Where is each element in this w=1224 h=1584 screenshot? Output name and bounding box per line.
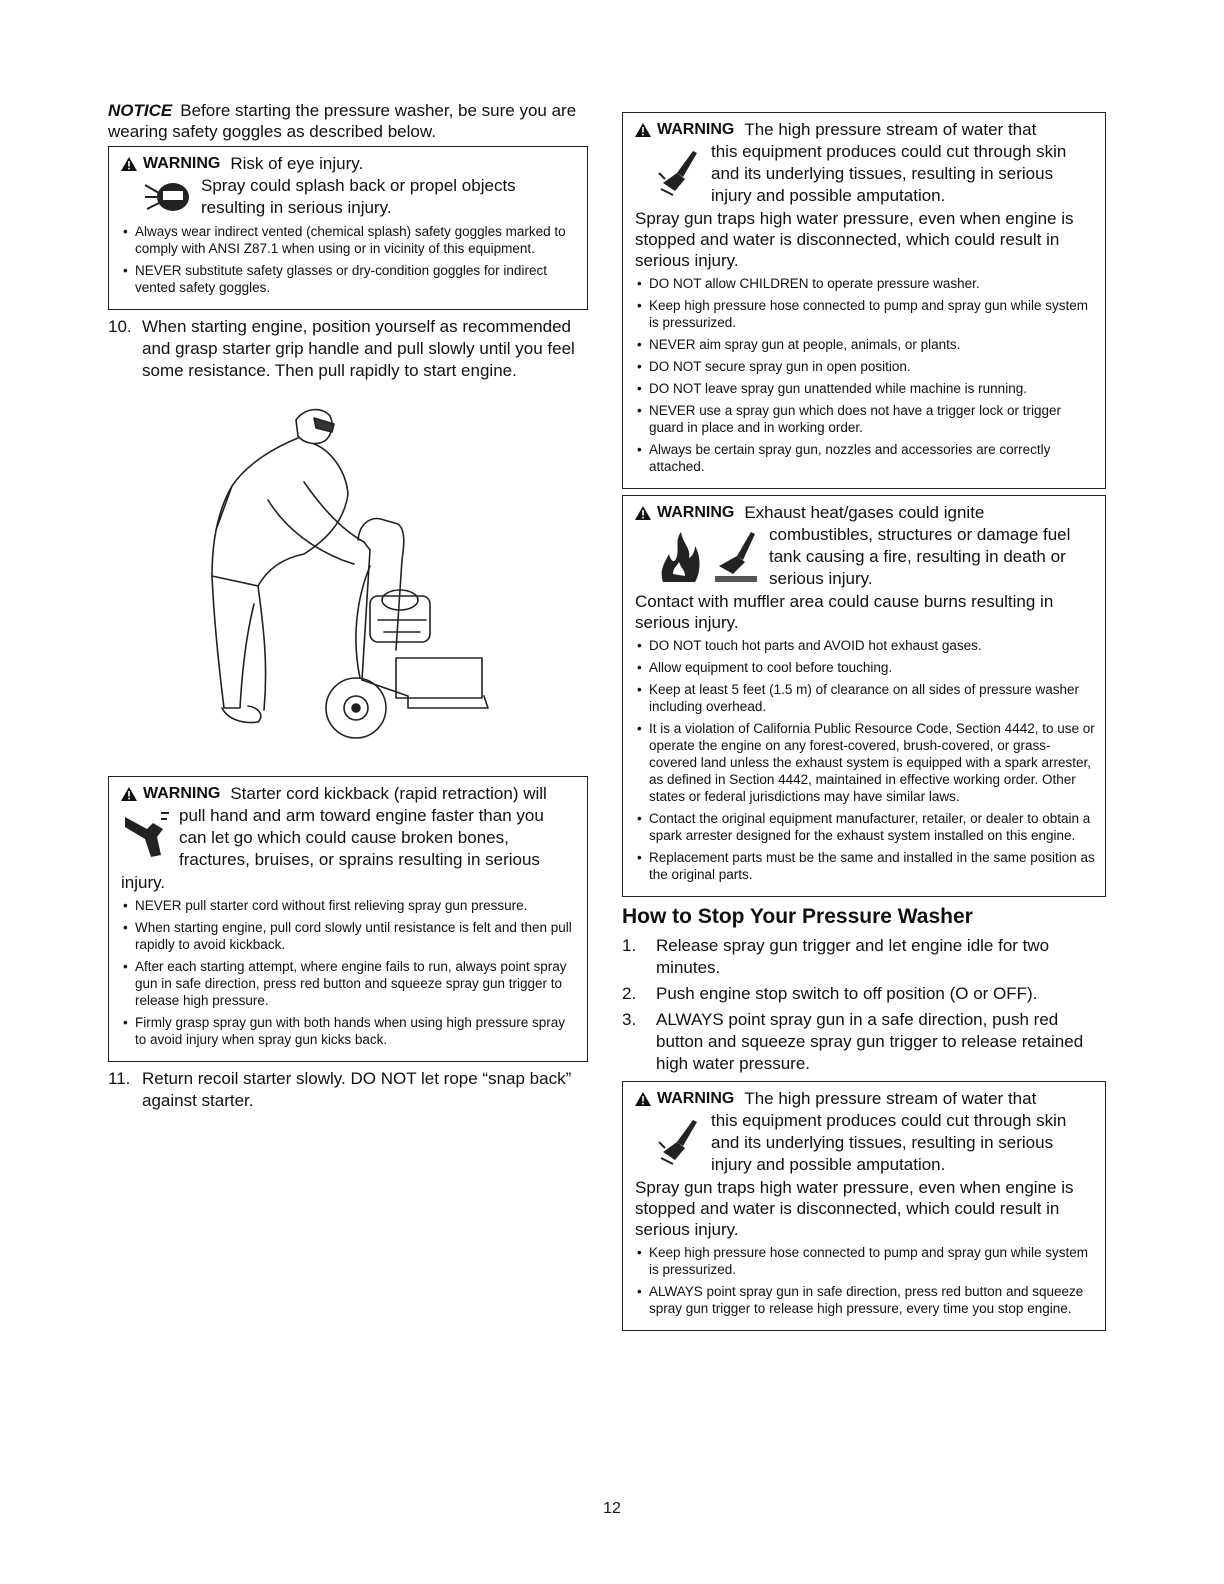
warning-label: WARNING bbox=[635, 502, 734, 524]
kickback-hand-icon bbox=[121, 807, 171, 863]
step-text: ALWAYS point spray gun in a safe direction, push red button and squeeze spray gun trigger to release retained high water pressure. bbox=[656, 1010, 1084, 1073]
stop-step bbox=[622, 935, 1106, 979]
warning-line: pull hand and arm toward engine faster than you bbox=[179, 806, 544, 825]
warning-triangle-icon bbox=[635, 1092, 651, 1106]
step-number: 10. bbox=[108, 317, 132, 336]
warning-triangle-icon bbox=[121, 157, 137, 171]
bullet-item: • When starting engine, pull cord slowly until resistance is felt and then pull rapidly to avoid kickback. bbox=[121, 919, 577, 953]
warning-line: Exhaust heat/gases could ignite bbox=[744, 503, 985, 522]
eye-warning-box bbox=[108, 146, 588, 310]
bullet-item: • DO NOT allow CHILDREN to operate pressure washer. bbox=[635, 275, 1095, 292]
warning-line: injury and possible amputation. bbox=[711, 186, 946, 205]
warning-line: this equipment produces could cut through skin bbox=[711, 142, 1067, 161]
notice-text: Before starting the pressure washer, be sure you are wearing safety goggles as described below. bbox=[108, 101, 577, 141]
bullet-item: • Replacement parts must be the same and installed in the same position as the original parts. bbox=[635, 849, 1095, 883]
step-10 bbox=[108, 316, 588, 382]
bullet-item: • DO NOT secure spray gun in open position. bbox=[635, 358, 1095, 375]
step-text: Release spray gun trigger and let engine idle for two minutes. bbox=[656, 936, 1050, 977]
warning-triangle-icon bbox=[635, 506, 651, 520]
bullet-item: • Always be certain spray gun, nozzles and accessories are correctly attached. bbox=[635, 441, 1095, 475]
bullet-item: • NEVER aim spray gun at people, animals, or plants. bbox=[635, 336, 1095, 353]
bullet-list bbox=[121, 897, 577, 1048]
bullet-item: • It is a violation of California Public Resource Code, Section 4442, to use or operate the engine on any forest-covered, brush-covered, or grass-covered land unless the exhaust system is equipped with a spark arrester, as defined in Section 4442, maintained in effective working order. Other states or federal jurisdictions may have similar laws. bbox=[635, 720, 1095, 805]
notice-tag: NOTICE bbox=[108, 101, 173, 120]
step-number: 3. bbox=[622, 1010, 637, 1029]
bullet-item: • Always wear indirect vented (chemical splash) safety goggles marked to comply with ANSI Z87.1 when using or in vicinity of this equipment. bbox=[121, 223, 577, 257]
left-column bbox=[108, 100, 588, 1120]
spray-injury-icon bbox=[657, 143, 703, 203]
step-text: When starting engine, position yourself as recommended and grasp starter grip handle and pull slowly until you feel some resistance. Then pull rapidly to start engine. bbox=[142, 317, 575, 380]
burn-hand-icon bbox=[711, 526, 761, 586]
goggles-icon bbox=[143, 177, 193, 217]
kickback-warning-box bbox=[108, 776, 588, 1062]
warning-triangle-icon bbox=[635, 123, 651, 137]
step-text: Push engine stop switch to off position (O or OFF). bbox=[656, 984, 1038, 1003]
step-text: Return recoil starter slowly. DO NOT let rope “snap back” against starter. bbox=[142, 1069, 572, 1110]
warning-line: can let go which could cause broken bones, bbox=[179, 828, 509, 847]
bullet-item: • NEVER use a spray gun which does not have a trigger lock or trigger guard in place and in working order. bbox=[635, 402, 1095, 436]
warning-extra-text: Contact with muffler area could cause burns resulting in serious injury. bbox=[635, 592, 1054, 632]
warning-line: serious injury. bbox=[769, 569, 873, 588]
step-number: 11. bbox=[108, 1069, 131, 1088]
warning-line: Starter cord kickback (rapid retraction) will bbox=[230, 784, 547, 803]
warning-line: resulting in serious injury. bbox=[201, 198, 392, 217]
operator-pressure-washer-illustration bbox=[108, 390, 588, 770]
bullet-list bbox=[635, 275, 1095, 475]
stop-step bbox=[622, 983, 1106, 1005]
warning-line: The high pressure stream of water that bbox=[744, 120, 1037, 139]
notice bbox=[108, 100, 588, 142]
illustration-operator-starting-engine bbox=[108, 390, 588, 770]
bullet-list bbox=[635, 1244, 1095, 1317]
warning-line: Spray could splash back or propel objects bbox=[201, 176, 516, 195]
warning-label: WARNING bbox=[121, 153, 220, 175]
warning-extra-text: injury. bbox=[121, 873, 166, 892]
bullet-item: • ALWAYS point spray gun in safe direction, press red button and squeeze spray gun trigger to release high pressure, every time you stop engine. bbox=[635, 1283, 1095, 1317]
high-pressure-warning-box bbox=[622, 112, 1106, 489]
stop-step bbox=[622, 1009, 1106, 1075]
bullet-item: • Keep high pressure hose connected to pump and spray gun while system is pressurized. bbox=[635, 1244, 1095, 1278]
warning-label: WARNING bbox=[121, 783, 220, 805]
bullet-item: • NEVER substitute safety glasses or dry-condition goggles for indirect vented safety goggles. bbox=[121, 262, 577, 296]
bullet-item: • Contact the original equipment manufacturer, retailer, or dealer to obtain a spark arrester designed for the exhaust system installed on this engine. bbox=[635, 810, 1095, 844]
warning-line: injury and possible amputation. bbox=[711, 1155, 946, 1174]
bullet-list bbox=[635, 637, 1095, 883]
page-number: 12 bbox=[603, 1500, 621, 1517]
bullet-item: • NEVER pull starter cord without first relieving spray gun pressure. bbox=[121, 897, 577, 914]
warning-line: and its underlying tissues, resulting in serious bbox=[711, 164, 1054, 183]
bullet-item: • Keep at least 5 feet (1.5 m) of clearance on all sides of pressure washer including overhead. bbox=[635, 681, 1095, 715]
fire-icon bbox=[657, 526, 703, 586]
exhaust-warning-box bbox=[622, 495, 1106, 897]
warning-triangle-icon bbox=[121, 787, 137, 801]
bullet-item: • Allow equipment to cool before touching. bbox=[635, 659, 1095, 676]
warning-extra-text: Spray gun traps high water pressure, even when engine is stopped and water is disconnected, which could result in serious injury. bbox=[635, 1178, 1074, 1239]
bullet-item: • Keep high pressure hose connected to pump and spray gun while system is pressurized. bbox=[635, 297, 1095, 331]
warning-label: WARNING bbox=[635, 1088, 734, 1110]
section-heading-stop: How to Stop Your Pressure Washer bbox=[622, 905, 973, 928]
warning-line: and its underlying tissues, resulting in serious bbox=[711, 1133, 1054, 1152]
bullet-list bbox=[121, 223, 577, 296]
bullet-item: • Firmly grasp spray gun with both hands when using high pressure spray to avoid injury when spray gun kicks back. bbox=[121, 1014, 577, 1048]
warning-label: WARNING bbox=[635, 119, 734, 141]
warning-line: The high pressure stream of water that bbox=[744, 1089, 1037, 1108]
right-column bbox=[622, 112, 1106, 1337]
bullet-item: • After each starting attempt, where engine fails to run, always point spray gun in safe direction, press red button and squeeze spray gun trigger to release high pressure. bbox=[121, 958, 577, 1009]
bullet-item: • DO NOT leave spray gun unattended while machine is running. bbox=[635, 380, 1095, 397]
warning-line: fractures, bruises, or sprains resulting in serious bbox=[179, 850, 540, 869]
warning-line: this equipment produces could cut through skin bbox=[711, 1111, 1067, 1130]
step-number: 2. bbox=[622, 984, 637, 1003]
warning-line: Risk of eye injury. bbox=[230, 154, 364, 173]
high-pressure-warning-box-2 bbox=[622, 1081, 1106, 1331]
warning-line: combustibles, structures or damage fuel bbox=[769, 525, 1071, 544]
step-11 bbox=[108, 1068, 588, 1112]
step-number: 1. bbox=[622, 936, 637, 955]
bullet-item: • DO NOT touch hot parts and AVOID hot exhaust gases. bbox=[635, 637, 1095, 654]
spray-injury-icon bbox=[657, 1112, 703, 1172]
warning-extra-text: Spray gun traps high water pressure, even when engine is stopped and water is disconnected, which could result in serious injury. bbox=[635, 209, 1074, 270]
stop-steps bbox=[622, 935, 1106, 1075]
warning-line: tank causing a fire, resulting in death or bbox=[769, 547, 1066, 566]
